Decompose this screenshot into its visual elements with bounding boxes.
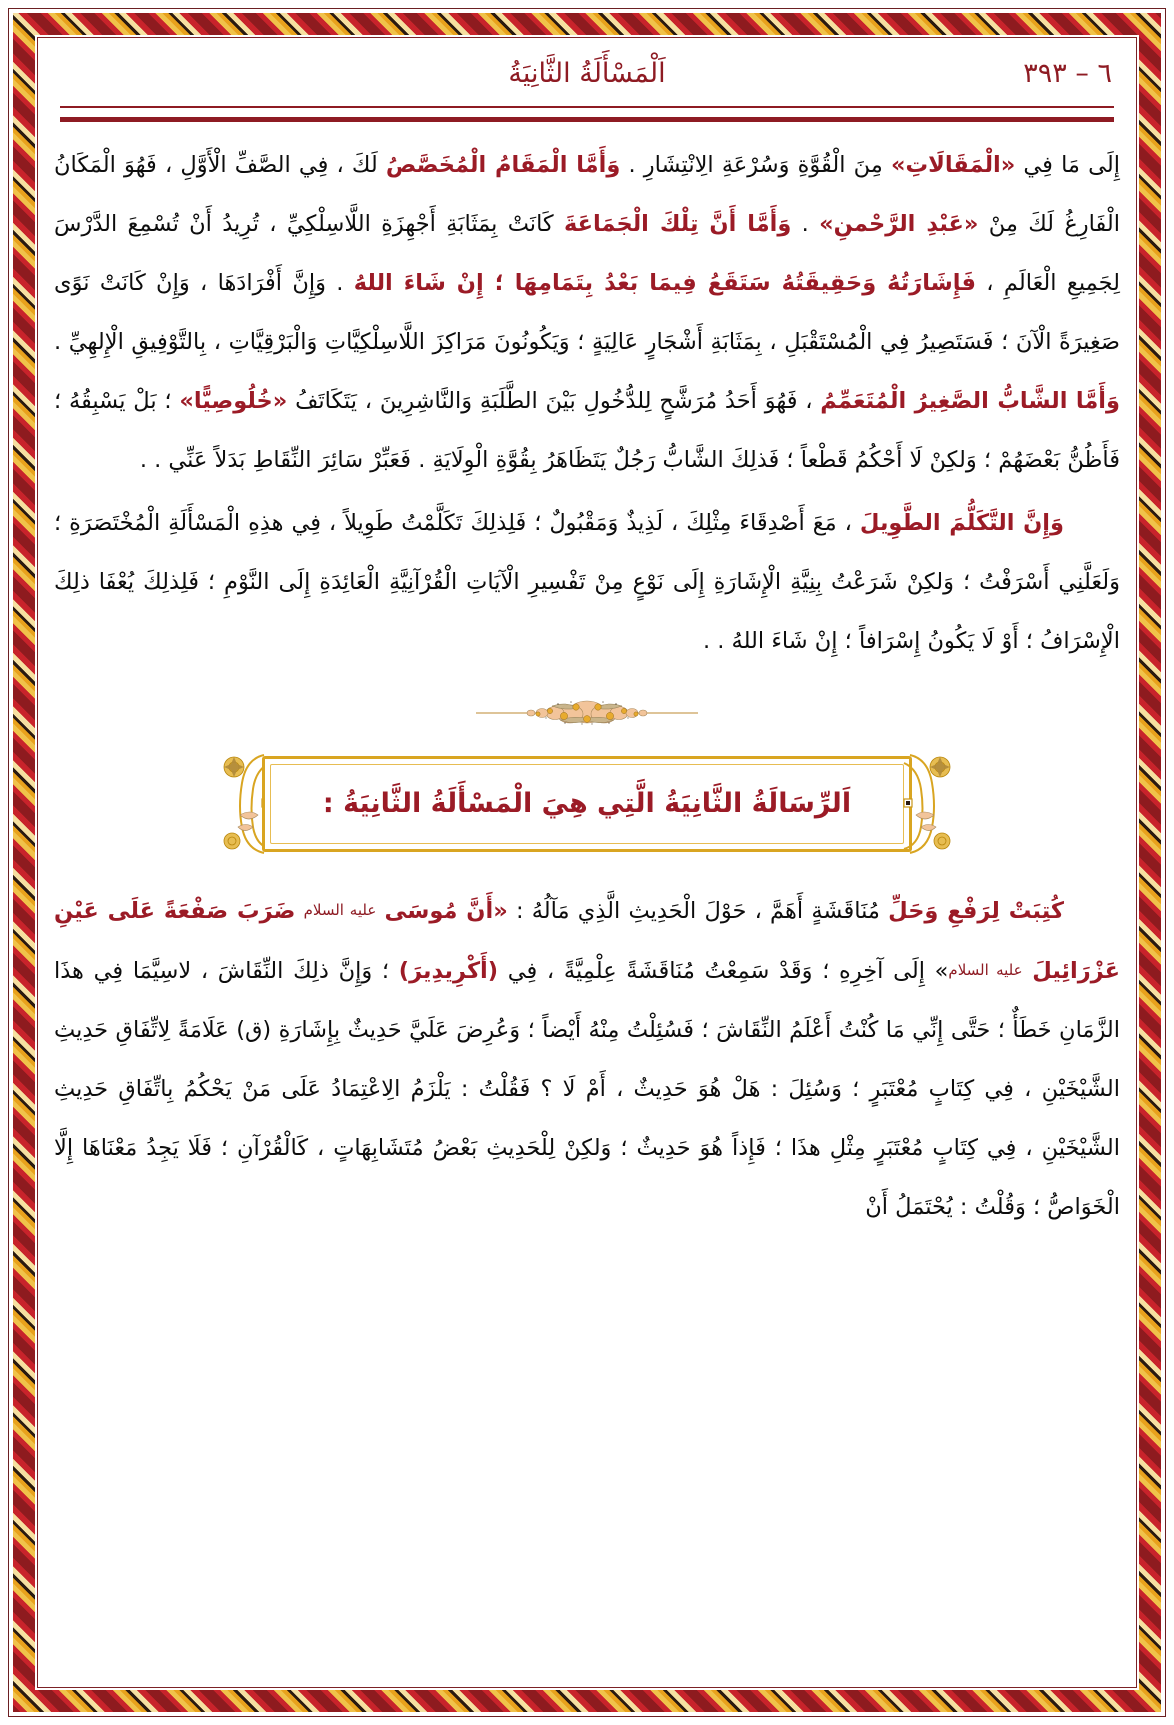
highlight-phrase: وَأَمَّا أَنَّ تِلْكَ الْجَمَاعَةَ bbox=[563, 211, 792, 237]
right-medallion-ornament bbox=[894, 745, 956, 863]
highlight-phrase: «أَنَّ مُوسَى bbox=[384, 898, 508, 924]
honorific-glyph: عليه السلام bbox=[948, 961, 1023, 979]
highlight-phrase: وَأَمَّا الشَّابُّ الصَّغِيرُ الْمُتَعَمِّمُ bbox=[820, 388, 1120, 414]
highlight-phrase: وَأَمَّا الْمَقَامُ الْمُخَصَّصُ bbox=[385, 152, 621, 178]
page-title: اَلْمَسْأَلَةُ الثَّانِيَةُ bbox=[508, 58, 666, 89]
header-divider-rule bbox=[60, 106, 1114, 122]
highlight-phrase: وَإِنَّ التَّكَلُّمَ الطَّوِيلَ bbox=[859, 510, 1064, 536]
page-number: ٦ – ٣٩٣ bbox=[1023, 58, 1112, 89]
paragraph-1: إِلَى مَا فِي «الْمَقَالَاتِ» مِنَ الْقُوَّةِ وَسُرْعَةِ الِانْتِشَارِ . وَأَمَّا الْمَقَامُ الْمُخَصَّصُ لَكَ ، فِي الصَّفِّ الْأَوَّلِ ، فَهُوَ الْمَكَانُ الْفَارِغُ لَكَ مِنْ «عَبْدِ الرَّحْمنِ» . وَأَمَّا أَنَّ تِلْكَ الْجَمَاعَةَ كَانَتْ بِمَثَابَةِ أَجْهِزَةِ اللَّاسِلْكِيِّ ، تُرِيدُ أَنْ تُسْمِعَ الدَّرْسَ لِجَمِيعِ الْعَالَمِ ، فَإِشَارَتُهُ وَحَقِيقَتُهُ سَتَقَعُ فِيمَا بَعْدُ بِتَمَامِهَا ؛ إِنْ شَاءَ اللهُ . وَإِنَّ أَفْرَادَهَا ، وَإِنْ كَانَتْ نَوًى صَغِيرَةً الْآنَ ؛ فَسَتَصِيرُ فِي الْمُسْتَقْبَلِ ، بِمَثَابَةِ أَشْجَارٍ عَالِيَةٍ ؛ وَيَكُونُونَ مَرَاكِزَ اللَّاسِلْكِيَّاتِ وَالْبَرْقِيَّاتِ ، بِالتَّوْفِيقِ الْإِلهِيِّ . وَأَمَّا الشَّابُّ الصَّغِيرُ الْمُتَعَمِّمُ ، فَهُوَ أَحَدُ مُرَشَّحٍ لِلدُّخُولِ بَيْنَ الطَّلَبَةِ وَالنَّاشِرِينَ ، يَتَكَاتَفُ «خُلُوصِيًّا» ؛ بَلْ يَسْبِقُهُ ؛ فَأَظُنُّ بَعْضَهُمْ ؛ وَلكِنْ لَا أَحْكُمُ قَطْعاً ؛ فَذلِكَ الشَّابُّ رَجُلٌ يَتَظَاهَرُ بِقُوَّةِ الْوِلَايَةِ . فَعَبِّرْ سَائِرَ النِّقَاطِ بَدَلاً عَنِّي . . bbox=[54, 152, 1120, 473]
section-title-frame bbox=[54, 745, 1120, 863]
floral-divider-ornament bbox=[54, 685, 1120, 739]
section-title-text: اَلرِّسَالَةُ الثَّانِيَةُ الَّتِي هِيَ الْمَسْأَلَةُ الثَّانِيَةُ : bbox=[322, 787, 852, 819]
body-text-block-1 bbox=[54, 136, 1120, 671]
highlight-phrase: ضَرَبَ صَفْعَةً عَلَى عَيْنِ عَزْرَائِيلَ bbox=[54, 898, 1121, 984]
highlight-phrase: «الْمَقَالَاتِ» bbox=[890, 152, 1016, 178]
highlight-phrase: «عَبْدِ الرَّحْمنِ» bbox=[819, 211, 979, 237]
section-title-box bbox=[262, 756, 912, 852]
page-header bbox=[54, 48, 1120, 110]
highlight-phrase: كُتِبَتْ لِرَفْعِ وَحَلِّ bbox=[888, 898, 1064, 924]
highlight-phrase: «خُلُوصِيًّا» bbox=[179, 388, 288, 414]
honorific-glyph: عليه السلام bbox=[303, 901, 377, 919]
body-text-block-2 bbox=[54, 881, 1120, 1237]
page-content bbox=[54, 48, 1120, 1677]
paragraph-3: كُتِبَتْ لِرَفْعِ وَحَلِّ مُنَاقَشَةٍ أَهَمَّ ، حَوْلَ الْحَدِيثِ الَّذِي مَآلُهُ : «أَنَّ مُوسَى عليه السلام ضَرَبَ صَفْعَةً عَلَى عَيْنِ عَزْرَائِيلَ عليه السلام» إِلَى آخِرِهِ ؛ وَقَدْ سَمِعْتُ مُنَاقَشَةً عِلْمِيَّةً ، فِي (أَكْرِيدِيرَ) ؛ وَإِنَّ ذلِكَ النِّقَاشَ ، لاسِيَّمَا فِي هذَا الزَّمَانِ خَطَأٌ ؛ حَتَّى إِنِّي مَا كُنْتُ أَعْلَمُ النِّقَاشَ ؛ فَسُئِلْتُ مِنْهُ أَيْضاً ؛ وَعُرِضَ عَلَيَّ حَدِيثٌ بِإِشَارَةِ (ق) عَلَامَةً لِاتِّفَاقِ حَدِيثِ الشَّيْخَيْنِ ، فِي كِتَابٍ مُعْتَبَرٍ ؛ وَسُئِلَ : هَلْ هُوَ حَدِيثٌ ، أَمْ لَا ؟ فَقُلْتُ : يَلْزَمُ الِاعْتِمَادُ عَلَى مَنْ يَحْكُمُ بِاتِّفَاقِ حَدِيثِ الشَّيْخَيْنِ ، فِي كِتَابٍ مُعْتَبَرٍ مِثْلِ هذَا ؛ فَإِذاً هُوَ حَدِيثٌ ؛ وَلكِنْ لِلْحَدِيثِ بَعْضُ مُتَشَابِهَاتٍ ، كَالْقُرْآنِ ؛ فَلَا يَجِدُ مَعْنَاهَا إِلَّا الْخَوَاصُّ ؛ وَقُلْتُ : يُحْتَمَلُ أَنْ bbox=[54, 898, 1121, 1220]
highlight-phrase: (أَكْرِيدِيرَ) bbox=[398, 958, 499, 984]
paragraph-2: وَإِنَّ التَّكَلُّمَ الطَّوِيلَ ، مَعَ أَصْدِقَاءَ مِثْلِكَ ، لَذِيذٌ وَمَقْبُولٌ ؛ فَلِذلِكَ تَكَلَّمْتُ طَوِيلاً ، فِي هذِهِ الْمَسْأَلَةِ الْمُخْتَصَرَةِ ؛ وَلَعَلَّنِي أَسْرَفْتُ ؛ وَلكِنْ شَرَعْتُ بِنِيَّةِ الْإِشَارَةِ إِلَى نَوْعٍ مِنْ تَفْسِيرِ الْآيَاتِ الْقُرْآنِيَّةِ الْعَائِدَةِ إِلَى النَّوْمِ ؛ فَلِذلِكَ يُعْفَا ذلِكَ الْإِسْرَافُ ؛ أَوْ لَا يَكُونُ إِسْرَافاً ؛ إِنْ شَاءَ اللهُ . . bbox=[54, 510, 1120, 654]
highlight-phrase: فَإِشَارَتُهُ وَحَقِيقَتُهُ سَتَقَعُ فِيمَا بَعْدُ بِتَمَامِهَا ؛ إِنْ شَاءَ اللهُ bbox=[353, 270, 976, 296]
